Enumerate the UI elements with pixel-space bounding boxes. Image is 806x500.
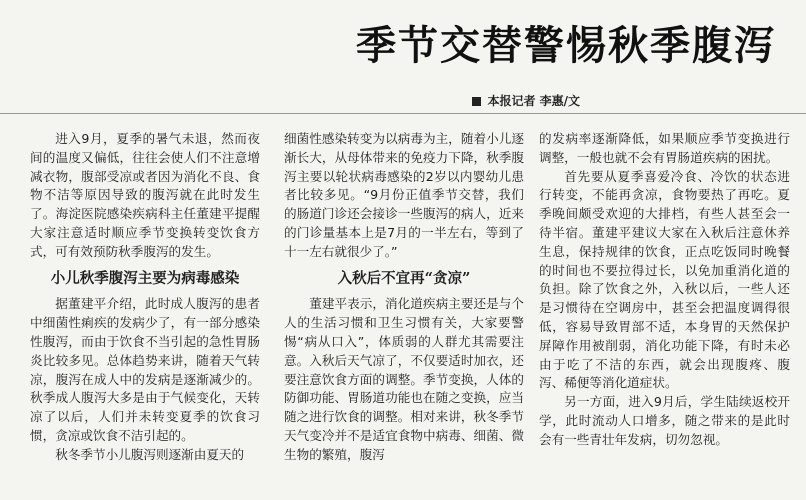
paragraph-children-diarrhea: 秋冬季节小儿腹泻则逐渐由夏天的 <box>55 446 245 462</box>
text-column-2 <box>284 130 524 465</box>
text-column-1 <box>30 130 260 465</box>
article-byline <box>472 92 580 109</box>
square-bullet-icon <box>472 97 481 106</box>
paragraph-adult-diarrhea: 据董建平介绍，此时成人腹泻的患者中细菌性痢疾的发病少了，有一部分感染性腹泻，而由于饮食不当引起的急性胃肠炎比较多见。总体趋势来讲，随着天气转凉，腹泻在成人中的发病是逐渐减少的。秋季成人腹泻大多是由于气候变化，天转凉了以后，人们并未转变夏季的饮食习惯，贪凉或饮食不洁引起的。 <box>30 296 260 443</box>
paragraph-children-diarrhea-continued: 细菌性感染转变为以病毒为主，随着小儿逐渐长大，从母体带来的免疫力下降，秋季腹泻主要以轮状病毒感染的2岁以内婴幼儿患者比较多见。“9月份正值季节交替，我们的肠道门诊还会接诊一些腹泻的病人，近来的门诊量基本上是7月的一半左右，等到了十一左右就很少了。” <box>284 131 524 259</box>
subheading-no-cold-food: 入秋后不宜再“贪凉” <box>337 269 471 287</box>
paragraph-diet-advice: 首先要从夏季喜爱冷食、冷饮的状态进行转变，不能再贪凉，食物要热了再吃。夏季晚间颇受欢迎的大排档，有些人甚至会一待半宿。董建平建议大家在入秋后注意休养生息，保持规律的饮食，正点吃饭同时晚餐的时间也不要拉得过长，以免加重消化道的负担。除了饮食之外，入秋以后，一些人还是习惯待在空调房中，甚至会把温度调得很低，容易导致胃部不适，本身胃的天然保护屏障作用被削弱，消化功能下降，有时未必由于吃了不洁的东西，就会出现腹疼、腹泻、稀便等消化道症状。 <box>539 168 790 391</box>
paragraph-students: 另一方面，进入9月后，学生陆续返校开学，此时流动人口增多，随之带来的是此时会有一些青壮年发病，切勿忽视。 <box>539 394 790 447</box>
paragraph-intro: 进入9月，夏季的暑气未退，然而夜间的温度又偏低，往往会使人们不注意增减衣物，腹部受凉或者因为消化不良、食物不洁等原因导致的腹泻就在此时发生了。海淀医院感染疾病科主任董建平提醒大家注意适时顺应季节变换转变饮食方式，可有效预防秋季腹泻的发生。 <box>30 131 260 259</box>
byline-text: 本报记者 李惠/文 <box>487 94 580 108</box>
paragraph-habits: 董建平表示，消化道疾病主要还是与个人的生活习惯和卫生习惯有关，大家要警惕“病从口入”，体质弱的人群尤其需要注意。入秋后天气凉了，不仅要适时加衣，还要注意饮食方面的调整。季节变换，人体的防御功能、胃肠道功能也在随之变换，应当随之进行饮食的调整。相对来讲，秋冬季节天气变冷并不是适宜食物中病毒、细菌、微生物的繁殖，腹泻 <box>284 296 524 462</box>
paragraph-habits-continued: 的发病率逐渐降低，如果顺应季节变换进行调整，一般也就不会有胃肠道疾病的困扰。 <box>539 131 790 165</box>
header-rule <box>0 113 806 114</box>
article-headline: 季节交替警惕秋季腹泻 <box>356 22 776 69</box>
subheading-children-autumn-diarrhea: 小儿秋季腹泻主要为病毒感染 <box>50 269 240 287</box>
text-column-3 <box>539 130 790 450</box>
